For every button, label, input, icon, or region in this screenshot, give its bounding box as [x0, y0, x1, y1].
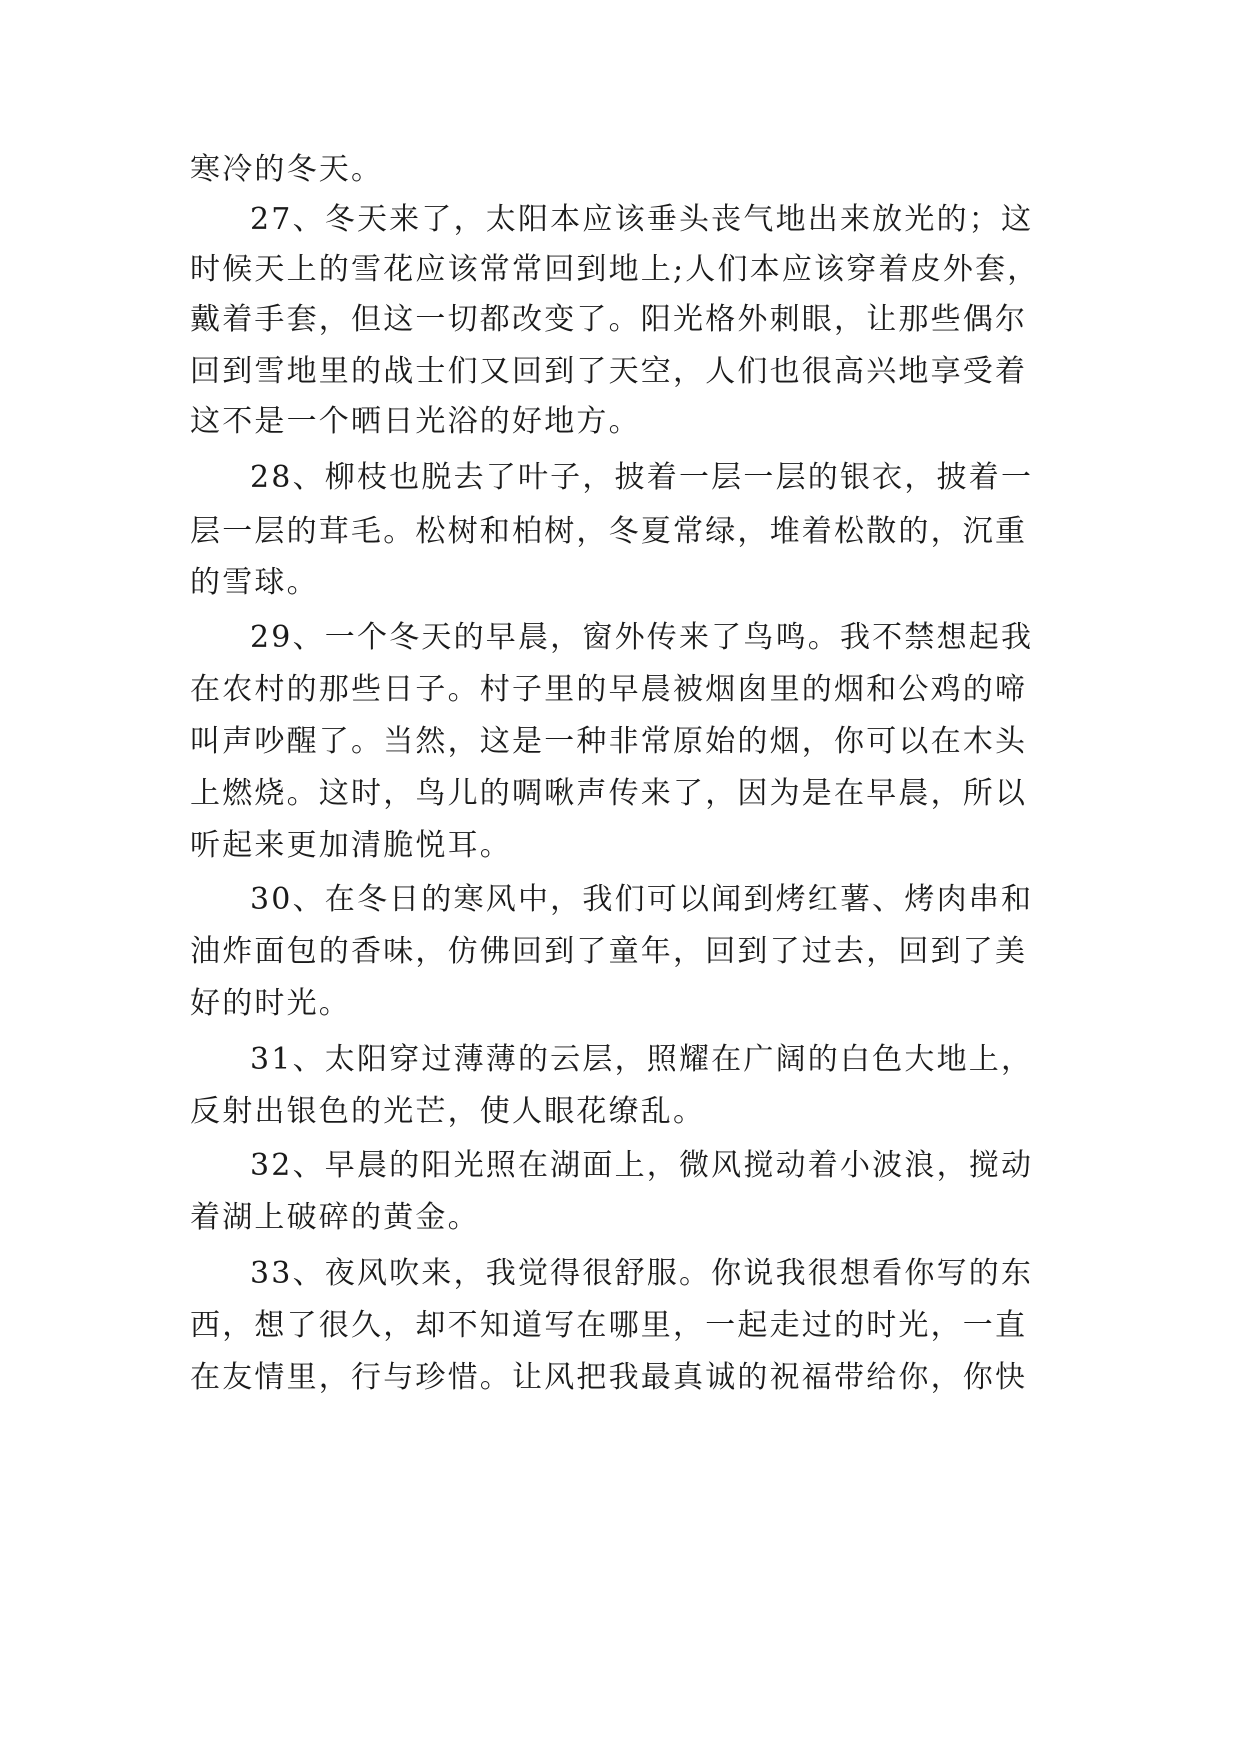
- text-line: 时候天上的雪花应该常常回到地上;人们本应该穿着皮外套，: [190, 252, 1040, 287]
- paragraph-29-start: 29、一个冬天的早晨，窗外传来了鸟鸣。我不禁想起我: [250, 620, 1034, 655]
- text-line: 上燃烧。这时，鸟儿的啁啾声传来了，因为是在早晨，所以: [190, 776, 1028, 811]
- paragraph-27-start: 27、冬天来了，太阳本应该垂头丧气地出来放光的；这: [250, 202, 1034, 237]
- text-line: 这不是一个晒日光浴的好地方。: [190, 404, 641, 439]
- text-line: 在友情里，行与珍惜。让风把我最真诚的祝福带给你，你快: [190, 1360, 1028, 1395]
- text-line: 西，想了很久，却不知道写在哪里，一起走过的时光，一直: [190, 1308, 1028, 1343]
- text-line: 寒冷的冬天。: [190, 152, 384, 187]
- paragraph-32-start: 32、早晨的阳光照在湖面上，微风搅动着小波浪，搅动: [250, 1148, 1034, 1183]
- text-line: 好的时光。: [190, 986, 351, 1021]
- text-line: 在农村的那些日子。村子里的早晨被烟囱里的烟和公鸡的啼: [190, 672, 1028, 707]
- text-line: 听起来更加清脆悦耳。: [190, 828, 512, 863]
- paragraph-28-start: 28、柳枝也脱去了叶子，披着一层一层的银衣，披着一: [250, 460, 1034, 495]
- paragraph-33-start: 33、夜风吹来，我觉得很舒服。你说我很想看你写的东: [250, 1256, 1034, 1291]
- text-line: 戴着手套，但这一切都改变了。阳光格外刺眼，让那些偶尔: [190, 302, 1028, 337]
- text-line: 油炸面包的香味，仿佛回到了童年，回到了过去，回到了美: [190, 934, 1028, 969]
- paragraph-31-start: 31、太阳穿过薄薄的云层，照耀在广阔的白色大地上，: [250, 1042, 1034, 1077]
- text-line: 层一层的茸毛。松树和柏树，冬夏常绿，堆着松散的，沉重: [190, 514, 1028, 549]
- text-line: 叫声吵醒了。当然，这是一种非常原始的烟，你可以在木头: [190, 724, 1028, 759]
- text-line: 着湖上破碎的黄金。: [190, 1200, 480, 1235]
- text-line: 反射出银色的光芒，使人眼花缭乱。: [190, 1094, 706, 1129]
- text-line: 的雪球。: [190, 565, 319, 600]
- paragraph-30-start: 30、在冬日的寒风中，我们可以闻到烤红薯、烤肉串和: [250, 882, 1034, 917]
- text-line: 回到雪地里的战士们又回到了天空，人们也很高兴地享受着: [190, 354, 1028, 389]
